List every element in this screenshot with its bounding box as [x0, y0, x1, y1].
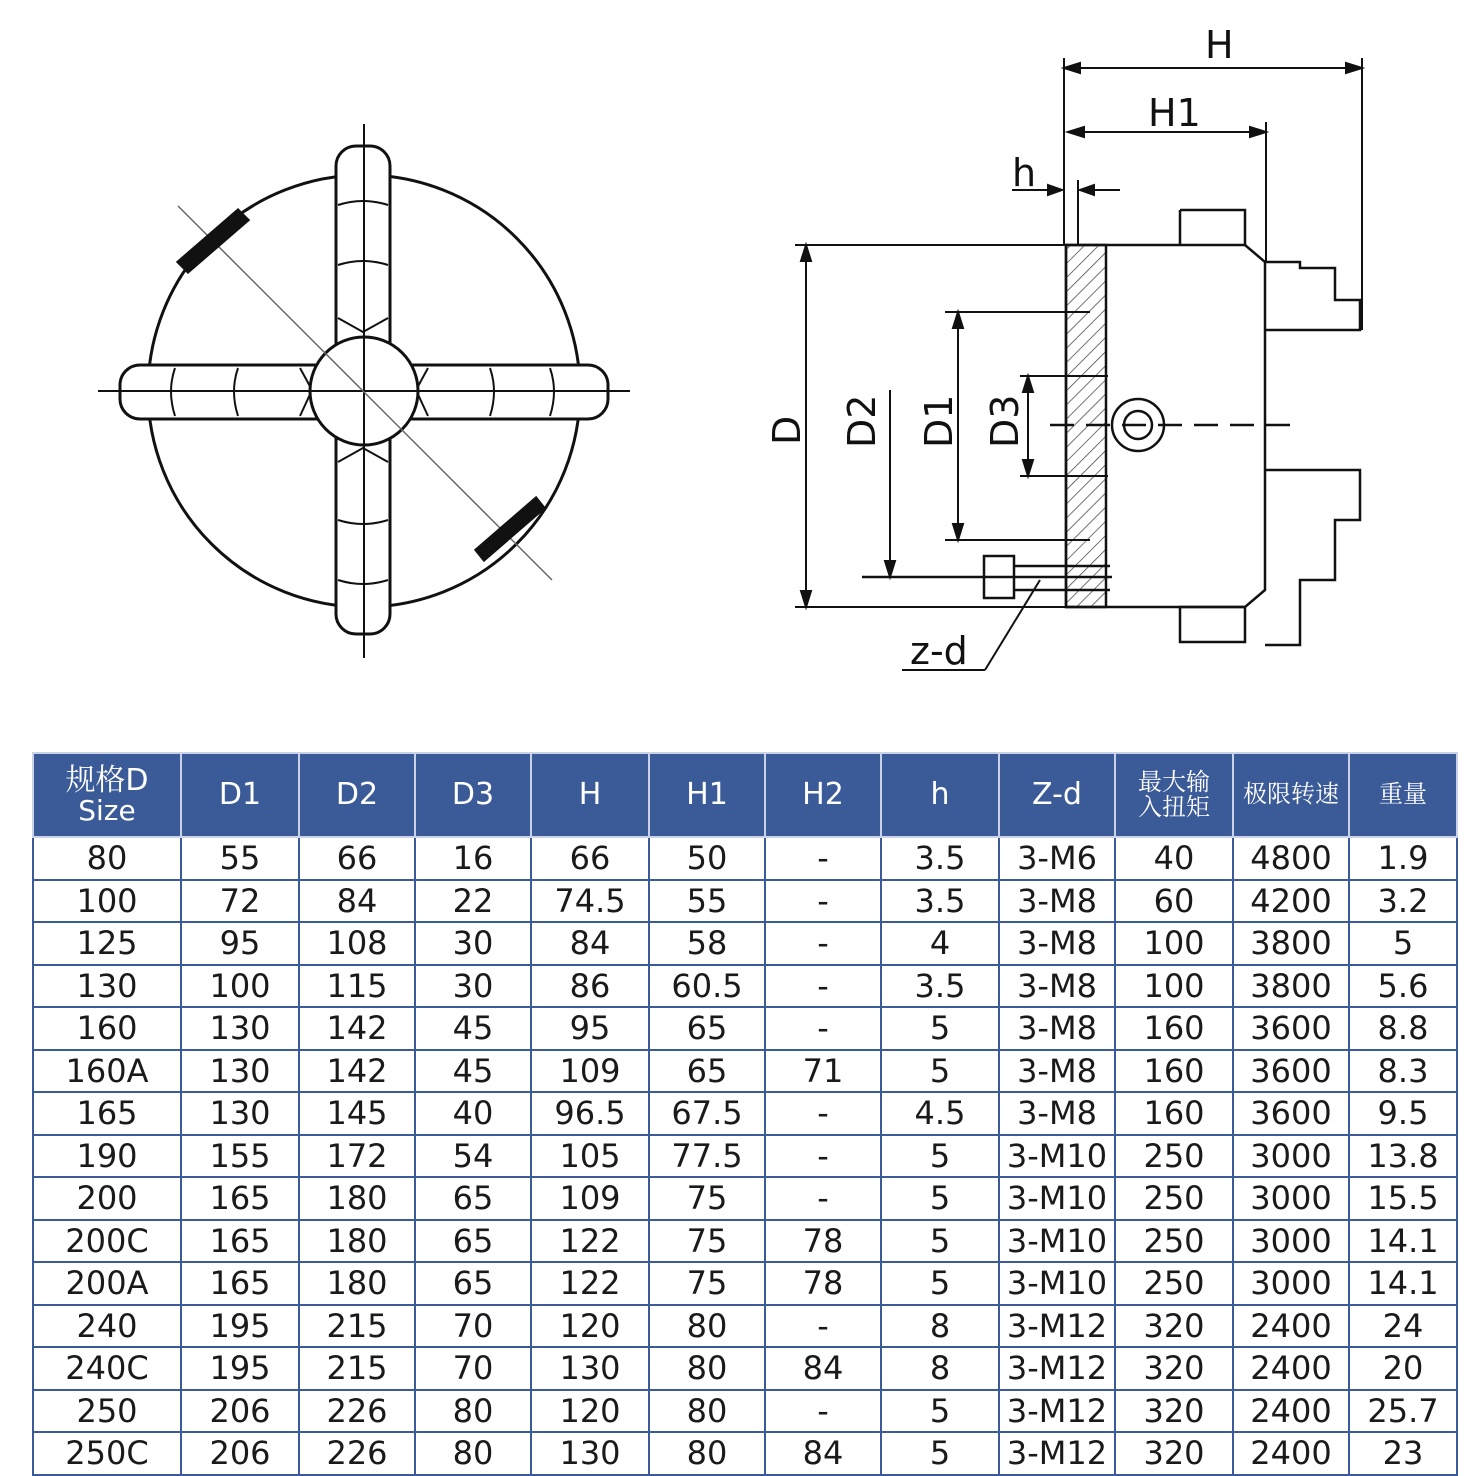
table-cell: 130: [181, 1007, 299, 1050]
table-cell: 320: [1115, 1432, 1233, 1475]
table-cell: 206: [181, 1432, 299, 1475]
label-D2: D2: [840, 394, 884, 448]
table-cell: 3000: [1233, 1177, 1349, 1220]
table-cell: -: [765, 837, 881, 880]
table-cell: 250C: [33, 1432, 181, 1475]
label-z-d: z-d: [910, 629, 968, 673]
table-row: [33, 1390, 1457, 1433]
table-cell: -: [765, 965, 881, 1008]
table-cell: 100: [33, 880, 181, 923]
table-cell: 22: [415, 880, 531, 923]
table-cell: 3000: [1233, 1220, 1349, 1263]
table-cell: 120: [531, 1305, 649, 1348]
header-h: h: [881, 753, 999, 837]
table-cell: 3000: [1233, 1262, 1349, 1305]
bottom-screw: [1180, 607, 1245, 642]
table-cell: 180: [299, 1177, 415, 1220]
table-cell: 190: [33, 1135, 181, 1178]
table-cell: 71: [765, 1050, 881, 1093]
table-cell: 5: [881, 1432, 999, 1475]
table-cell: 109: [531, 1050, 649, 1093]
table-cell: 3-M10: [999, 1220, 1115, 1263]
table-cell: 14.1: [1349, 1220, 1457, 1263]
upper-jaw-steps: [1265, 262, 1360, 330]
table-cell: 3800: [1233, 965, 1349, 1008]
table-cell: 200: [33, 1177, 181, 1220]
table-cell: 215: [299, 1347, 415, 1390]
table-cell: 5: [881, 1390, 999, 1433]
header-size-en: Size: [78, 794, 136, 828]
label-h: h: [1012, 151, 1037, 195]
spec-table: [32, 752, 1458, 1476]
table-cell: 3.2: [1349, 880, 1457, 923]
table-cell: 165: [181, 1220, 299, 1263]
table-cell: 5: [881, 1050, 999, 1093]
table-cell: 145: [299, 1092, 415, 1135]
table-cell: 4800: [1233, 837, 1349, 880]
table-cell: 108: [299, 922, 415, 965]
table-cell: 8.8: [1349, 1007, 1457, 1050]
table-cell: 160A: [33, 1050, 181, 1093]
table-cell: 122: [531, 1220, 649, 1263]
table-cell: -: [765, 1305, 881, 1348]
table-cell: 250: [1115, 1135, 1233, 1178]
table-cell: 8: [881, 1347, 999, 1390]
table-header-row: [33, 753, 1457, 837]
table-cell: 80: [33, 837, 181, 880]
table-cell: 40: [1115, 837, 1233, 880]
table-cell: 195: [181, 1347, 299, 1390]
label-D3: D3: [983, 394, 1027, 448]
table-cell: 155: [181, 1135, 299, 1178]
table-cell: 3-M10: [999, 1135, 1115, 1178]
table-cell: 3-M8: [999, 922, 1115, 965]
table-cell: 74.5: [531, 880, 649, 923]
table-cell: 13.8: [1349, 1135, 1457, 1178]
table-cell: 3-M12: [999, 1390, 1115, 1433]
table-cell: 15.5: [1349, 1177, 1457, 1220]
table-row: [33, 1177, 1457, 1220]
table-cell: 65: [415, 1262, 531, 1305]
table-cell: 95: [531, 1007, 649, 1050]
header-torque-line1: 最大输: [1138, 767, 1210, 796]
table-cell: 8: [881, 1305, 999, 1348]
header-H2: H2: [765, 753, 881, 837]
table-cell: 40: [415, 1092, 531, 1135]
table-cell: 60: [1115, 880, 1233, 923]
table-cell: 78: [765, 1262, 881, 1305]
table-cell: 45: [415, 1007, 531, 1050]
table-cell: 2400: [1233, 1390, 1349, 1433]
lower-jaw-steps: [1265, 470, 1360, 645]
table-body: [33, 837, 1457, 1475]
table-cell: 125: [33, 922, 181, 965]
header-torque-line2: 入扭矩: [1138, 793, 1210, 821]
table-cell: 14.1: [1349, 1262, 1457, 1305]
table-cell: 65: [415, 1220, 531, 1263]
table-row: [33, 1347, 1457, 1390]
table-cell: 80: [649, 1305, 765, 1348]
chuck-front-view: [98, 124, 630, 658]
table-cell: 5: [881, 1135, 999, 1178]
table-row: [33, 1305, 1457, 1348]
table-cell: 250: [1115, 1220, 1233, 1263]
table-cell: -: [765, 880, 881, 923]
table-cell: 165: [33, 1092, 181, 1135]
table-cell: 5: [881, 1177, 999, 1220]
table-row: [33, 1007, 1457, 1050]
header-H: H: [531, 753, 649, 837]
table-cell: 5: [881, 1262, 999, 1305]
table-cell: 77.5: [649, 1135, 765, 1178]
table-cell: -: [765, 1135, 881, 1178]
table-cell: 80: [649, 1432, 765, 1475]
table-cell: 66: [299, 837, 415, 880]
table-cell: 105: [531, 1135, 649, 1178]
table-cell: 58: [649, 922, 765, 965]
header-size: [33, 753, 181, 837]
table-cell: 165: [181, 1177, 299, 1220]
table-cell: -: [765, 1177, 881, 1220]
table-row: [33, 1262, 1457, 1305]
table-cell: 5.6: [1349, 965, 1457, 1008]
table-cell: 55: [649, 880, 765, 923]
table-cell: 172: [299, 1135, 415, 1178]
label-H1: H1: [1148, 91, 1201, 135]
table-cell: -: [765, 1092, 881, 1135]
table-cell: 80: [649, 1347, 765, 1390]
header-size-cn: 规格D: [65, 762, 149, 798]
table-cell: 5: [1349, 922, 1457, 965]
table-cell: 120: [531, 1390, 649, 1433]
table-cell: 4200: [1233, 880, 1349, 923]
table-cell: 80: [415, 1390, 531, 1433]
table-cell: 206: [181, 1390, 299, 1433]
table-cell: 160: [1115, 1007, 1233, 1050]
table-cell: 2400: [1233, 1347, 1349, 1390]
table-cell: 54: [415, 1135, 531, 1178]
table-cell: 226: [299, 1390, 415, 1433]
table-cell: 3-M8: [999, 1007, 1115, 1050]
table-cell: 75: [649, 1262, 765, 1305]
table-cell: 50: [649, 837, 765, 880]
table-cell: 80: [649, 1390, 765, 1433]
table-row: [33, 1220, 1457, 1263]
table-cell: 84: [765, 1347, 881, 1390]
table-cell: 84: [765, 1432, 881, 1475]
table-cell: 95: [181, 922, 299, 965]
table-row: [33, 837, 1457, 880]
table-cell: 60.5: [649, 965, 765, 1008]
table-cell: 24: [1349, 1305, 1457, 1348]
label-H: H: [1205, 23, 1234, 67]
table-row: [33, 922, 1457, 965]
table-cell: 72: [181, 880, 299, 923]
table-cell: 3600: [1233, 1007, 1349, 1050]
table-cell: 215: [299, 1305, 415, 1348]
top-screw: [1180, 210, 1245, 245]
table-cell: 84: [531, 922, 649, 965]
table-cell: 240C: [33, 1347, 181, 1390]
table-cell: 3-M8: [999, 965, 1115, 1008]
header-Zd: Z-d: [999, 753, 1115, 837]
table-cell: 2400: [1233, 1432, 1349, 1475]
table-cell: 100: [1115, 965, 1233, 1008]
table-cell: 3-M10: [999, 1177, 1115, 1220]
table-row: [33, 1432, 1457, 1475]
table-cell: 226: [299, 1432, 415, 1475]
table-cell: 1.9: [1349, 837, 1457, 880]
table-cell: 2400: [1233, 1305, 1349, 1348]
table-cell: 3800: [1233, 922, 1349, 965]
table-cell: 180: [299, 1262, 415, 1305]
table-row: [33, 1050, 1457, 1093]
table-cell: 320: [1115, 1305, 1233, 1348]
table-cell: 130: [181, 1092, 299, 1135]
table-cell: 66: [531, 837, 649, 880]
header-H1: H1: [649, 753, 765, 837]
table-cell: 65: [415, 1177, 531, 1220]
header-D2: D2: [299, 753, 415, 837]
table-cell: -: [765, 922, 881, 965]
table-cell: 75: [649, 1177, 765, 1220]
table-cell: 200C: [33, 1220, 181, 1263]
table-cell: 100: [181, 965, 299, 1008]
table-cell: 130: [531, 1347, 649, 1390]
table-cell: 3-M8: [999, 1050, 1115, 1093]
table-cell: 86: [531, 965, 649, 1008]
header-speed: 极限转速: [1233, 753, 1349, 837]
table-cell: 3600: [1233, 1050, 1349, 1093]
table-cell: 3-M10: [999, 1262, 1115, 1305]
table-cell: 142: [299, 1007, 415, 1050]
table-cell: 109: [531, 1177, 649, 1220]
table-cell: 67.5: [649, 1092, 765, 1135]
table-cell: 9.5: [1349, 1092, 1457, 1135]
table-cell: 80: [415, 1432, 531, 1475]
table-cell: 30: [415, 922, 531, 965]
table-cell: 65: [649, 1050, 765, 1093]
key-marker-top: [178, 210, 248, 272]
table-cell: 195: [181, 1305, 299, 1348]
table-cell: 4.5: [881, 1092, 999, 1135]
table-cell: 70: [415, 1305, 531, 1348]
table-cell: 45: [415, 1050, 531, 1093]
table-cell: 3-M12: [999, 1347, 1115, 1390]
table-cell: 115: [299, 965, 415, 1008]
table-cell: 130: [181, 1050, 299, 1093]
header-weight: 重量: [1349, 753, 1457, 837]
table-cell: 240: [33, 1305, 181, 1348]
table-cell: -: [765, 1390, 881, 1433]
table-cell: 180: [299, 1220, 415, 1263]
table-cell: 20: [1349, 1347, 1457, 1390]
label-D1: D1: [917, 394, 961, 448]
table-row: [33, 965, 1457, 1008]
table-cell: 142: [299, 1050, 415, 1093]
table-cell: 100: [1115, 922, 1233, 965]
table-cell: 3-M6: [999, 837, 1115, 880]
table-cell: 165: [181, 1262, 299, 1305]
header-torque: [1115, 753, 1233, 837]
table-cell: 25.7: [1349, 1390, 1457, 1433]
table-cell: 122: [531, 1262, 649, 1305]
table-cell: 160: [1115, 1050, 1233, 1093]
table-cell: 3-M8: [999, 880, 1115, 923]
table-cell: 160: [1115, 1092, 1233, 1135]
table-cell: 130: [531, 1432, 649, 1475]
table-cell: 16: [415, 837, 531, 880]
table-cell: 3-M12: [999, 1305, 1115, 1348]
table-cell: 250: [1115, 1177, 1233, 1220]
table-cell: 3-M8: [999, 1092, 1115, 1135]
table-cell: 78: [765, 1220, 881, 1263]
table-cell: 4: [881, 922, 999, 965]
table-cell: 320: [1115, 1347, 1233, 1390]
table-cell: 30: [415, 965, 531, 1008]
table-cell: 55: [181, 837, 299, 880]
table-cell: 65: [649, 1007, 765, 1050]
table-cell: 3.5: [881, 837, 999, 880]
label-D: D: [765, 415, 809, 445]
table-row: [33, 1135, 1457, 1178]
table-cell: 250: [1115, 1262, 1233, 1305]
table-cell: 23: [1349, 1432, 1457, 1475]
table-cell: 3000: [1233, 1135, 1349, 1178]
table-cell: 320: [1115, 1390, 1233, 1433]
table-cell: 5: [881, 1007, 999, 1050]
table-cell: 160: [33, 1007, 181, 1050]
table-cell: -: [765, 1007, 881, 1050]
table-cell: 130: [33, 965, 181, 1008]
table-row: [33, 1092, 1457, 1135]
table-cell: 250: [33, 1390, 181, 1433]
table-cell: 5: [881, 1220, 999, 1263]
table-cell: 70: [415, 1347, 531, 1390]
table-cell: 8.3: [1349, 1050, 1457, 1093]
table-cell: 3.5: [881, 965, 999, 1008]
table-cell: 75: [649, 1220, 765, 1263]
table-cell: 3600: [1233, 1092, 1349, 1135]
table-cell: 200A: [33, 1262, 181, 1305]
header-D3: D3: [415, 753, 531, 837]
header-D1: D1: [181, 753, 299, 837]
table-cell: 96.5: [531, 1092, 649, 1135]
table-row: [33, 880, 1457, 923]
table-cell: 3-M12: [999, 1432, 1115, 1475]
table-cell: 84: [299, 880, 415, 923]
table-cell: 3.5: [881, 880, 999, 923]
